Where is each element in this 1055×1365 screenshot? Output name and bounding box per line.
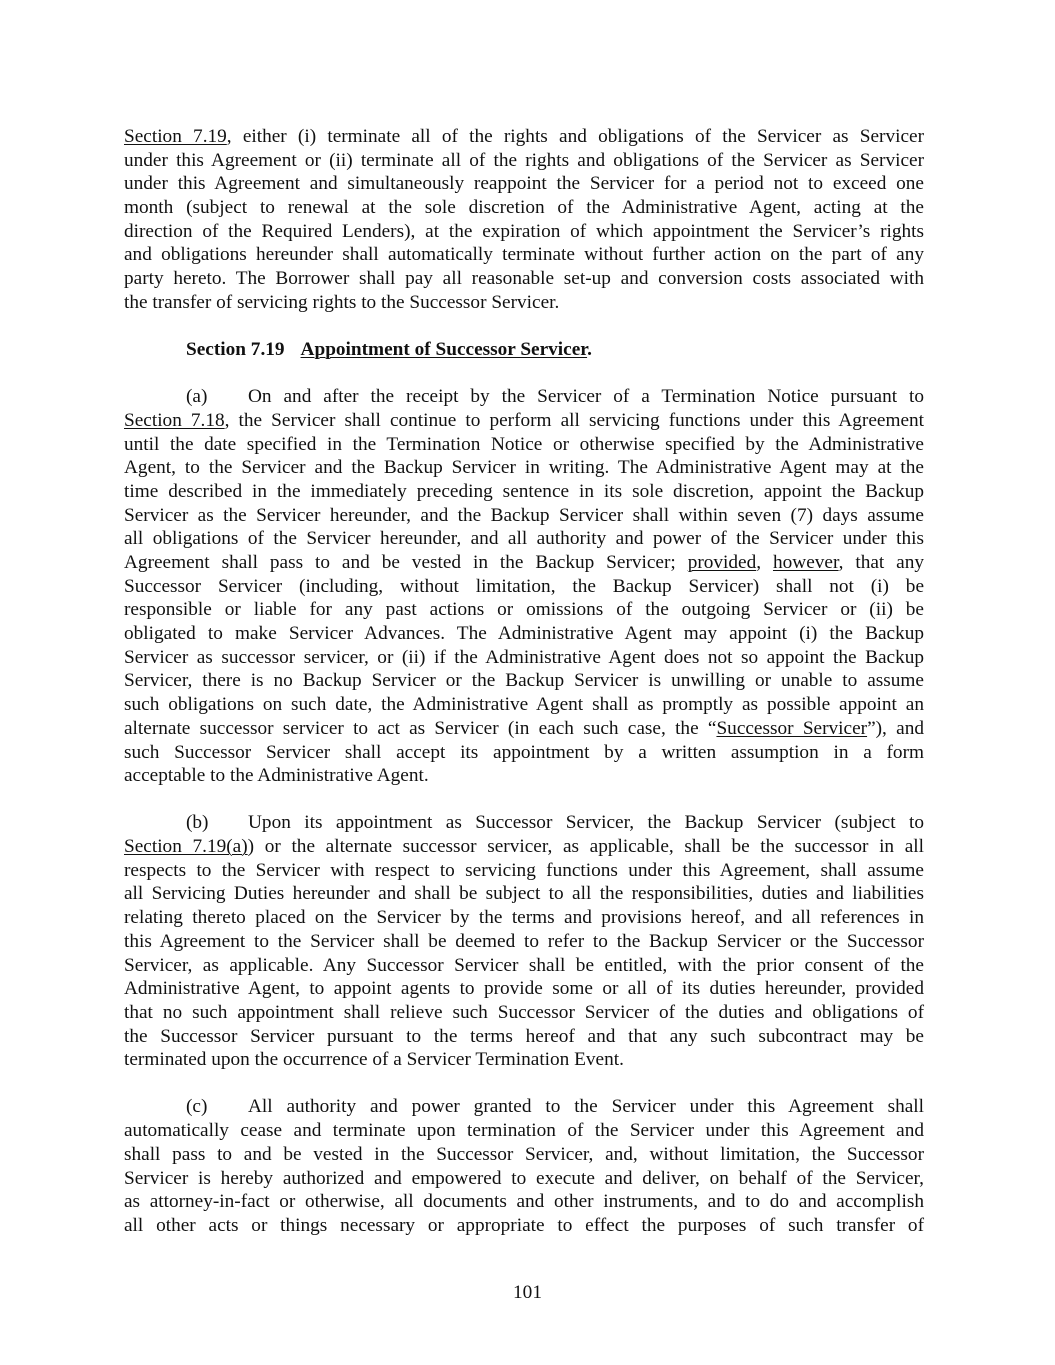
text-line: the Successor Servicer pursuant to the terms hereof and that any such subcontract may be <box>124 1025 924 1047</box>
text-line: this Agreement to the Servicer shall be deemed to refer to the Backup Servicer or the Successor <box>124 930 924 952</box>
text-line: Successor Servicer (including, without limitation, the Backup Servicer) shall not (i) be <box>124 575 924 597</box>
document-page <box>124 125 924 1261</box>
text-line: obligated to make Servicer Advances. The Administrative Agent may appoint (i) the Backup <box>124 623 924 645</box>
text-line: Servicer as the Servicer hereunder, and the Backup Servicer shall within seven (7) days assume <box>124 504 924 526</box>
text-line: Servicer, as applicable. Any Successor Servicer shall be entitled, with the prior consent of the <box>124 954 924 976</box>
text-line: the transfer of servicing rights to the Successor Servicer. <box>124 291 560 313</box>
text-line: terminated upon the occurrence of a Servicer Termination Event. <box>124 1049 624 1071</box>
section-heading <box>186 338 924 362</box>
section-title-period: . <box>587 339 592 360</box>
defined-term-provided: provided <box>687 552 757 574</box>
section-number: Section 7.19 <box>186 339 285 360</box>
text-line: all obligations of the Servicer hereunder, and all authority and power of the Servicer under this <box>124 528 924 550</box>
cross-reference-link: Section 7.18 <box>124 409 225 431</box>
text-line: Servicer is hereby authorized and empowered to execute and deliver, on behalf of the Servicer, <box>124 1167 924 1189</box>
text-line: Section 7.18, the Servicer shall continue to perform all servicing functions under this Agreement <box>124 409 925 431</box>
text-line: under this Agreement and simultaneously reappoint the Servicer for a period not to exceed one <box>124 173 924 195</box>
subsection-a <box>124 385 924 788</box>
subsection-b <box>124 811 924 1072</box>
intro-paragraph <box>124 125 924 315</box>
text-line: month (subject to renewal at the sole discretion of the Administrative Agent, acting at the <box>124 197 924 219</box>
text-line: relating thereto placed on the Servicer by the terms and provisions hereof, and all references in <box>124 907 924 929</box>
subsection-label: (a) <box>186 386 208 408</box>
text-line: Administrative Agent, to appoint agents to provide some or all of its duties hereunder, provided <box>124 978 924 1000</box>
text-line: such Successor Servicer shall accept its appointment by a written assumption in a form <box>124 741 924 763</box>
text-line: responsible or liable for any past actions or omissions of the outgoing Servicer or (ii) be <box>124 599 924 621</box>
text-line: Servicer as successor servicer, or (ii) if the Administrative Agent does not so appoint the Backup <box>124 646 924 668</box>
text-line: as attorney-in-fact or otherwise, all documents and other instruments, and to do and accomplish <box>124 1191 924 1213</box>
text-line: party hereto. The Borrower shall pay all reasonable set-up and conversion costs associated with <box>124 268 924 290</box>
subsection-label: (b) <box>186 812 209 834</box>
cross-reference-link: Section 7.19(a) <box>124 836 248 858</box>
text-line: respects to the Servicer with respect to servicing functions under this Agreement, shall assume <box>124 859 924 881</box>
page-number: 101 <box>513 1282 542 1303</box>
subsection-label: (c) <box>186 1096 208 1118</box>
text-line: direction of the Required Lenders), at the expiration of which appointment the Servicer’s rights <box>124 220 924 242</box>
defined-term-successor-servicer: Successor Servicer <box>716 717 868 739</box>
cross-reference-link: Section 7.19 <box>124 126 227 147</box>
text-line: acceptable to the Administrative Agent. <box>124 765 429 787</box>
text-line: Servicer, there is no Backup Servicer or the Backup Servicer is unwilling or unable to assume <box>124 670 924 692</box>
text-line: automatically cease and terminate upon termination of the Servicer under this Agreement and <box>124 1120 924 1142</box>
text-line: (c) All authority and power granted to the Servicer under this Agreement shall <box>186 1096 924 1118</box>
text-line: Agreement shall pass to and be vested in the Backup Servicer; provided, however, that any <box>124 552 925 574</box>
text-line: Agent, to the Servicer and the Backup Servicer in writing. The Administrative Agent may at the <box>124 457 924 479</box>
text-line: time described in the immediately preceding sentence in its sole discretion, appoint the Backup <box>124 480 924 502</box>
text-line: under this Agreement or (ii) terminate all of the rights and obligations of the Servicer as Servicer <box>124 149 924 171</box>
text-line: all other acts or things necessary or appropriate to effect the purposes of such transfer of <box>124 1214 924 1236</box>
subsection-c <box>124 1095 924 1237</box>
text-line: Section 7.19(a)) or the alternate successor servicer, as applicable, shall be the successor in all <box>124 836 924 858</box>
text-line: that no such appointment shall relieve such Successor Servicer of the duties and obligations of <box>124 1001 924 1023</box>
text-line: and obligations hereunder shall automatically terminate without further action on the part of any <box>124 244 924 266</box>
text-line: (b) Upon its appointment as Successor Servicer, the Backup Servicer (subject to <box>186 812 924 834</box>
defined-term-however: however <box>772 552 839 574</box>
text-line: (a) On and after the receipt by the Servicer of a Termination Notice pursuant to <box>186 386 924 408</box>
text-line: Section 7.19, either (i) terminate all of the rights and obligations of the Servicer as Servicer <box>124 126 924 147</box>
section-title: Appointment of Successor Servicer <box>300 339 588 360</box>
text-line: all Servicing Duties hereunder and shall be subject to all the responsibilities, duties and liabilities <box>124 883 924 905</box>
text-line: such obligations on such date, the Administrative Agent shall as promptly as possible appoint an <box>124 694 924 716</box>
text-line: shall pass to and be vested in the Successor Servicer, and, without limitation, the Successor <box>124 1143 924 1165</box>
text-line: until the date specified in the Termination Notice or otherwise specified by the Administrative <box>124 433 924 455</box>
text-line: alternate successor servicer to act as Servicer (in each such case, the “Successor Servicer”), and <box>124 717 924 739</box>
